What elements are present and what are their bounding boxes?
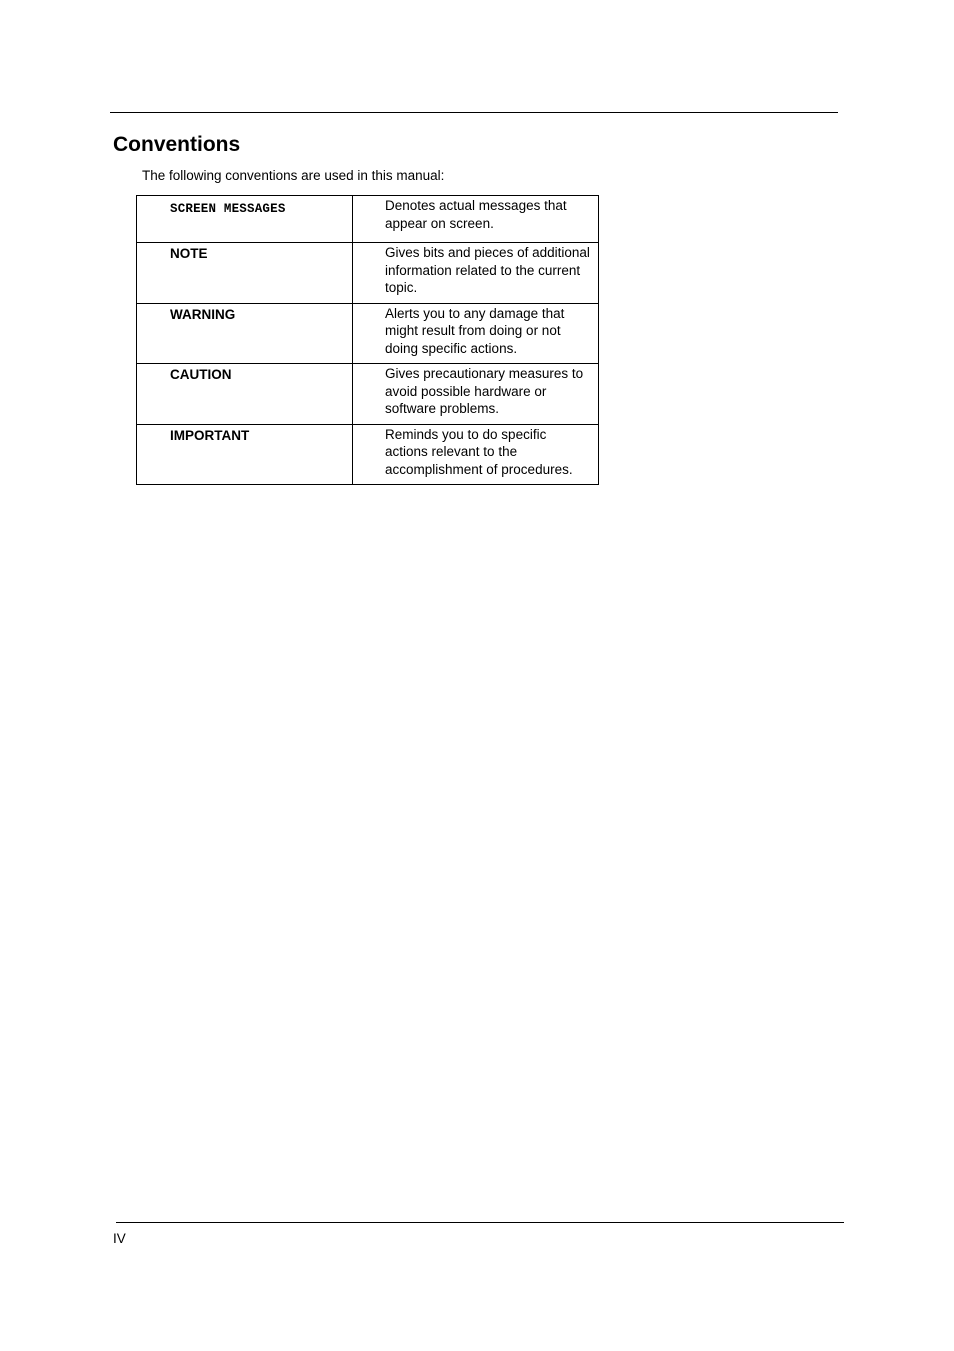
term-cell (137, 364, 353, 425)
term-cell (137, 243, 353, 304)
table-row (137, 243, 599, 304)
description-caution: Gives precautionary measures to avoid possible hardware or software problems. (385, 366, 584, 416)
description-note: Gives bits and pieces of additional information related to the current topic. (385, 245, 590, 295)
table-row (137, 196, 599, 243)
term-screen-messages: SCREEN MESSAGES (170, 202, 286, 216)
table-row (137, 364, 599, 425)
description-cell (353, 196, 599, 243)
intro-text: The following conventions are used in this manual: (142, 168, 445, 183)
description-screen-messages: Denotes actual messages that appear on screen. (385, 198, 567, 231)
description-cell (353, 364, 599, 425)
term-caution: CAUTION (170, 367, 232, 382)
term-cell (137, 303, 353, 364)
page-number: IV (113, 1231, 126, 1246)
description-cell (353, 303, 599, 364)
header-rule (110, 112, 838, 113)
description-cell (353, 243, 599, 304)
term-cell (137, 424, 353, 485)
table-row (137, 303, 599, 364)
table-row (137, 424, 599, 485)
term-important: IMPORTANT (170, 427, 250, 443)
description-cell (353, 424, 599, 485)
page-title: Conventions (113, 133, 241, 156)
term-warning: WARNING (170, 306, 236, 322)
footer-rule (116, 1222, 844, 1223)
term-cell (137, 196, 353, 243)
description-warning: Alerts you to any damage that might result from doing or not doing specific actions. (385, 305, 565, 356)
term-note: NOTE (170, 246, 208, 261)
conventions-table (136, 195, 599, 485)
description-important: Reminds you to do specific actions relevant to the accomplishment of procedures. (385, 426, 573, 477)
